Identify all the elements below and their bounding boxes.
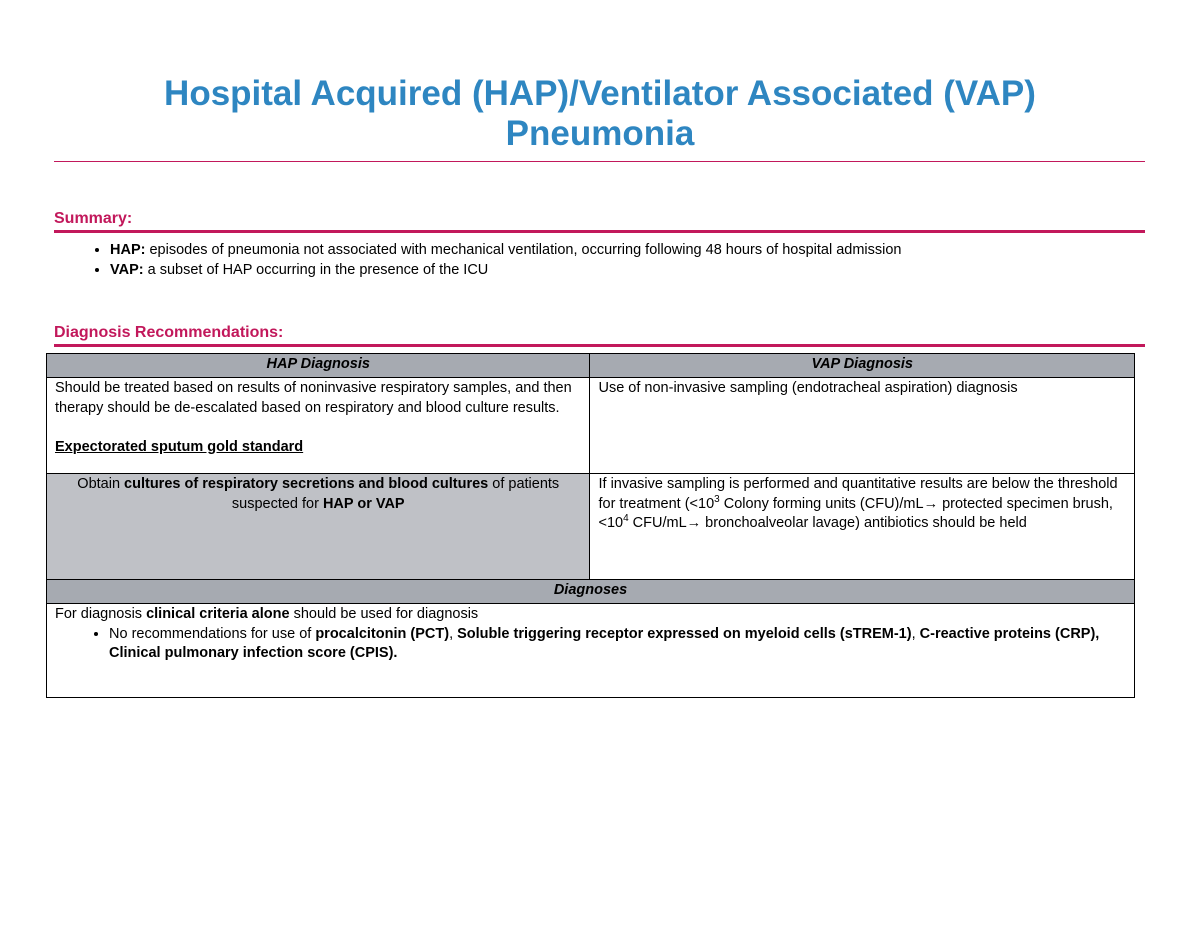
bullet-strem: Soluble triggering receptor expressed on myeloid cells (sTREM-1) [457, 625, 912, 642]
title-line-1: Hospital Acquired (HAP)/Ventilator Associated (VAP) [164, 74, 1036, 113]
diagnoses-header: Diagnoses [47, 580, 1135, 604]
hap-row1-cell [47, 378, 590, 474]
summary-item-vap [110, 260, 1150, 280]
hap-row2-mid: of patients suspected for [231, 476, 560, 512]
hap-row2-pre: Obtain [77, 476, 125, 492]
table-row [47, 604, 1135, 698]
hap-gold-standard: Expectorated sputum gold standard [55, 438, 304, 455]
vap-row2-cell [590, 474, 1135, 580]
hap-row1-text: Should be treated based on results of noninvasive respiratory samples, and then therapy should be de-escalated based on respiratory and blood culture results. [55, 380, 572, 416]
diagnosis-table [46, 353, 1135, 698]
vap-row2-p2: Colony forming units (CFU)/mL [719, 495, 924, 512]
vap-row1-cell [590, 378, 1135, 474]
bullet-sep: , [449, 625, 458, 642]
vap-row2-p1: If invasive sampling is performed and quantitative results are below the threshold for treatment (<10 [598, 476, 1118, 512]
diagnoses-pre: For diagnosis [55, 606, 147, 622]
hap-row2-cell [47, 474, 590, 580]
arrow-right-icon: → [923, 495, 939, 512]
summary-term: HAP: [110, 242, 146, 258]
table-row [47, 474, 1135, 580]
diagnoses-header-row [47, 580, 1135, 604]
diagnosis-heading: Diagnosis Recommendations: [54, 324, 284, 341]
summary-term: VAP: [110, 262, 144, 278]
bullet-sep: , [911, 625, 920, 642]
title-divider [54, 161, 1145, 162]
hap-diagnosis-header: HAP Diagnosis [47, 354, 590, 378]
bullet-pct: procalcitonin (PCT) [315, 625, 450, 642]
table-header-row [47, 354, 1135, 378]
vap-row2-p4: CFU/mL [628, 515, 687, 531]
vap-row2-p5: bronchoalveolar lavage) antibiotics should be held [701, 515, 1027, 531]
diagnoses-post: should be used for diagnosis [289, 606, 479, 622]
summary-list [84, 240, 1150, 280]
title-line-2: Pneumonia [505, 114, 695, 153]
arrow-right-icon: → [686, 515, 702, 531]
vap-row2-p3: protected specimen brush, <10 [598, 495, 1113, 531]
summary-item-hap [110, 240, 1150, 260]
diagnoses-cell [47, 604, 1135, 698]
diagnoses-list [55, 625, 1126, 664]
summary-heading: Summary: [54, 210, 133, 227]
superscript: 4 [623, 513, 629, 525]
bullet-pre: No recommendations for use of [109, 625, 316, 642]
bullet-crp-cpis: C-reactive proteins (CRP), Clinical pulmonary infection score (CPIS). [109, 625, 1100, 661]
vap-row1-text: Use of non-invasive sampling (endotracheal aspiration) diagnosis [598, 380, 1018, 396]
summary-text: a subset of HAP occurring in the presence of the ICU [143, 262, 489, 278]
diagnosis-divider [54, 344, 1145, 347]
hap-row2-bold2: HAP or VAP [322, 495, 405, 512]
summary-divider [54, 230, 1145, 233]
superscript: 3 [714, 493, 720, 505]
page-title [0, 74, 1200, 154]
hap-row2-bold1: cultures of respiratory secretions and blood cultures [124, 476, 489, 492]
table-row [47, 378, 1135, 474]
vap-diagnosis-header: VAP Diagnosis [590, 354, 1135, 378]
list-item [109, 625, 1126, 664]
summary-text: episodes of pneumonia not associated with mechanical ventilation, occurring following 48 hours of hospital admission [145, 242, 902, 258]
diagnoses-bold: clinical criteria alone [146, 606, 290, 622]
